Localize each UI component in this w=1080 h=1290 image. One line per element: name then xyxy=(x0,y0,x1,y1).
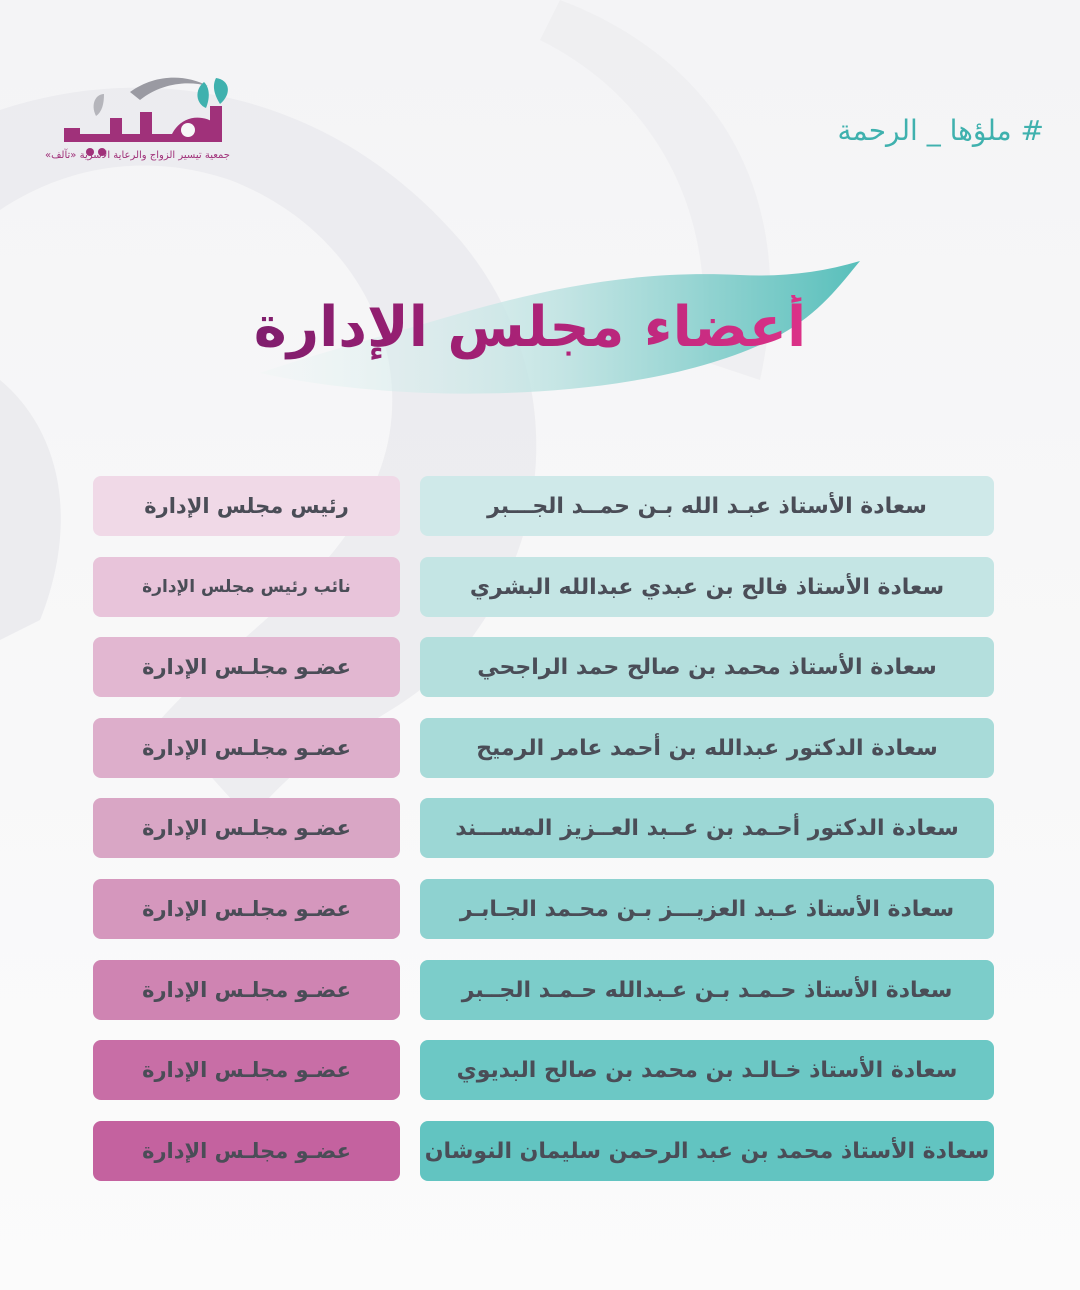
member-name: سعادة الأستاذ محمد بن عبد الرحمن سليمان النوشان xyxy=(420,1121,994,1181)
member-row xyxy=(93,879,994,939)
member-name: سعادة الدكتور أحـمد بن عــبد العــزيز المســـند xyxy=(420,798,994,858)
member-role: عضـو مجلـس الإدارة xyxy=(93,718,400,778)
member-name: سعادة الأستاذ محمد بن صالح حمد الراجحي xyxy=(420,637,994,697)
member-name: سعادة الأستاذ فالح بن عبدي عبدالله البشري xyxy=(420,557,994,617)
member-role: عضـو مجلـس الإدارة xyxy=(93,1040,400,1100)
member-row xyxy=(93,1040,994,1100)
member-role: نائب رئيس مجلس الإدارة xyxy=(93,557,400,617)
member-role: عضـو مجلـس الإدارة xyxy=(93,960,400,1020)
member-name: سعادة الأستاذ خـالـد بن محمد بن صالح البديوي xyxy=(420,1040,994,1100)
member-name: سعادة الأستاذ عـبد العزيـــز بـن محـمد الجـابـر xyxy=(420,879,994,939)
member-row xyxy=(93,557,994,617)
member-row xyxy=(93,476,994,536)
member-row xyxy=(93,718,994,778)
member-role: عضـو مجلـس الإدارة xyxy=(93,798,400,858)
member-name: سعادة الأستاذ حـمـد بـن عـبدالله حـمـد الجــبر xyxy=(420,960,994,1020)
hashtag-slogan: # ملؤها _ الرحمة xyxy=(837,114,1044,147)
member-row xyxy=(93,637,994,697)
member-name: سعادة الدكتور عبدالله بن أحمد عامر الرميح xyxy=(420,718,994,778)
member-row xyxy=(93,798,994,858)
member-role: عضـو مجلـس الإدارة xyxy=(93,637,400,697)
member-row xyxy=(93,960,994,1020)
member-row xyxy=(93,1121,994,1181)
member-role: عضـو مجلـس الإدارة xyxy=(93,1121,400,1181)
title-banner xyxy=(220,255,860,405)
member-name: سعادة الأستاذ عبـد الله بـن حمــد الجـــبر xyxy=(420,476,994,536)
page-title: أعضاء مجلس الإدارة xyxy=(220,295,840,360)
member-role: رئيس مجلس الإدارة xyxy=(93,476,400,536)
member-role: عضـو مجلـس الإدارة xyxy=(93,879,400,939)
logo-caption: جمعية تيسير الزواج والرعاية الأسرية «تآلف» xyxy=(44,150,230,161)
